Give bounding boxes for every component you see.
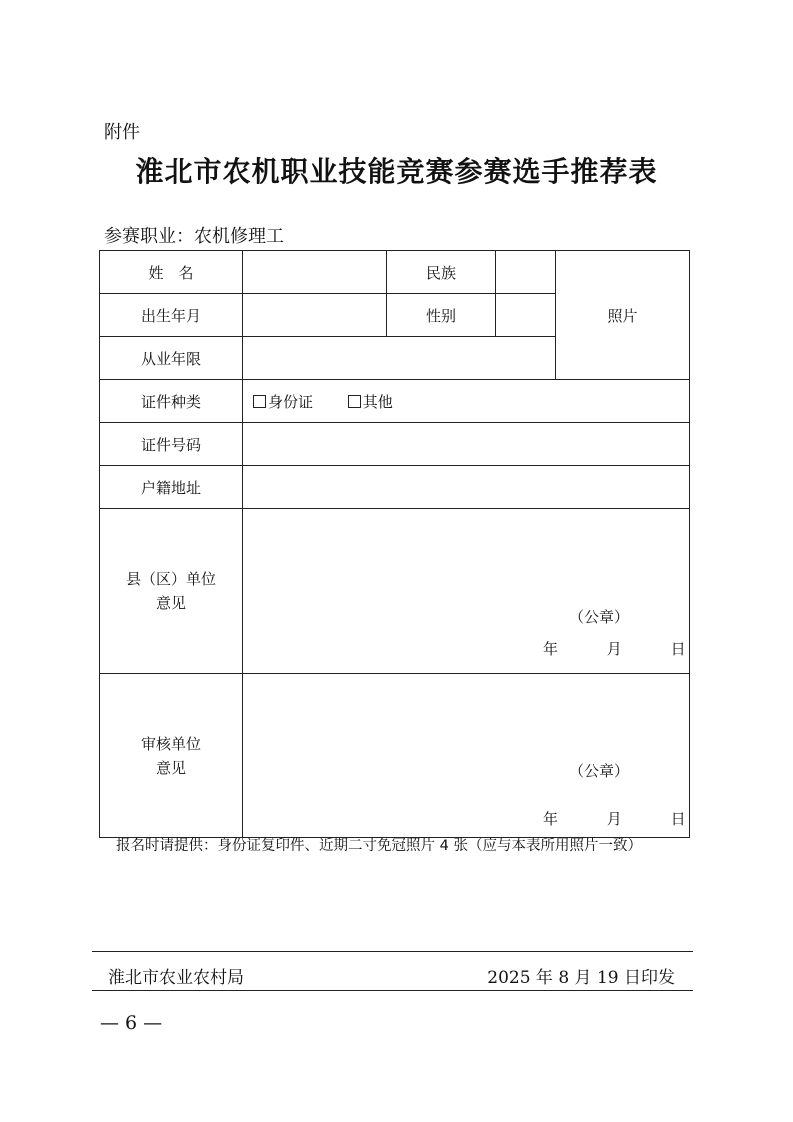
gender-field[interactable] bbox=[496, 294, 556, 337]
address-label: 户籍地址 bbox=[100, 466, 243, 509]
page-number: — 6 — bbox=[100, 1012, 163, 1034]
other-option-label: 其他 bbox=[362, 392, 393, 411]
review-opinion-label-line1: 审核单位 bbox=[140, 734, 201, 753]
id-number-label: 证件号码 bbox=[100, 423, 243, 466]
review-year-label: 年 bbox=[543, 810, 559, 828]
county-month-label: 月 bbox=[606, 640, 622, 658]
id-card-option-label: 身份证 bbox=[268, 392, 314, 411]
county-day-label: 日 bbox=[670, 640, 686, 658]
other-option[interactable] bbox=[348, 393, 393, 411]
id-type-label: 证件种类 bbox=[100, 380, 243, 423]
photo-label: 照片 bbox=[607, 306, 638, 325]
submission-note: 报名时请提供：身份证复印件、近期二寸免冠照片 4 张（应与本表所用照片一致） bbox=[116, 838, 642, 854]
issuer: 淮北市农业农村局 bbox=[108, 968, 244, 988]
birth-label: 出生年月 bbox=[100, 294, 243, 337]
review-seal-label: （公章） bbox=[568, 762, 629, 780]
county-year-label: 年 bbox=[543, 640, 559, 658]
county-opinion-label-line2: 意见 bbox=[155, 594, 186, 612]
footer-top-divider bbox=[92, 951, 693, 952]
occupation-line: 参赛职业：农机修理工 bbox=[104, 226, 284, 247]
checkbox-icon[interactable] bbox=[348, 395, 361, 408]
page-title: 淮北市农机职业技能竞赛参赛选手推荐表 bbox=[135, 155, 658, 188]
checkbox-icon[interactable] bbox=[253, 395, 266, 408]
id-card-option[interactable] bbox=[253, 393, 313, 411]
county-opinion-label-line1: 县（区）单位 bbox=[125, 570, 216, 588]
ethnicity-field[interactable] bbox=[496, 251, 556, 294]
years-label: 从业年限 bbox=[100, 337, 243, 380]
issue-date: 2025 年 8 月 19 日印发 bbox=[487, 968, 675, 988]
address-field[interactable] bbox=[243, 466, 690, 509]
gender-label: 性别 bbox=[387, 294, 496, 337]
years-field[interactable] bbox=[243, 337, 556, 380]
ethnicity-label: 民族 bbox=[387, 251, 496, 294]
review-month-label: 月 bbox=[606, 810, 622, 828]
id-number-field[interactable] bbox=[243, 423, 690, 466]
name-label: 姓 名 bbox=[100, 251, 243, 294]
review-opinion-field[interactable] bbox=[243, 674, 690, 838]
recommendation-form bbox=[99, 250, 690, 838]
review-opinion-label-line2: 意见 bbox=[155, 758, 186, 777]
attachment-label: 附件 bbox=[104, 122, 140, 143]
county-opinion-field[interactable] bbox=[243, 509, 690, 674]
review-day-label: 日 bbox=[670, 810, 686, 828]
county-seal-label: （公章） bbox=[568, 608, 629, 626]
name-field[interactable] bbox=[243, 251, 387, 294]
footer-bottom-divider bbox=[92, 990, 693, 991]
photo-cell[interactable] bbox=[556, 251, 690, 380]
birth-field[interactable] bbox=[243, 294, 387, 337]
